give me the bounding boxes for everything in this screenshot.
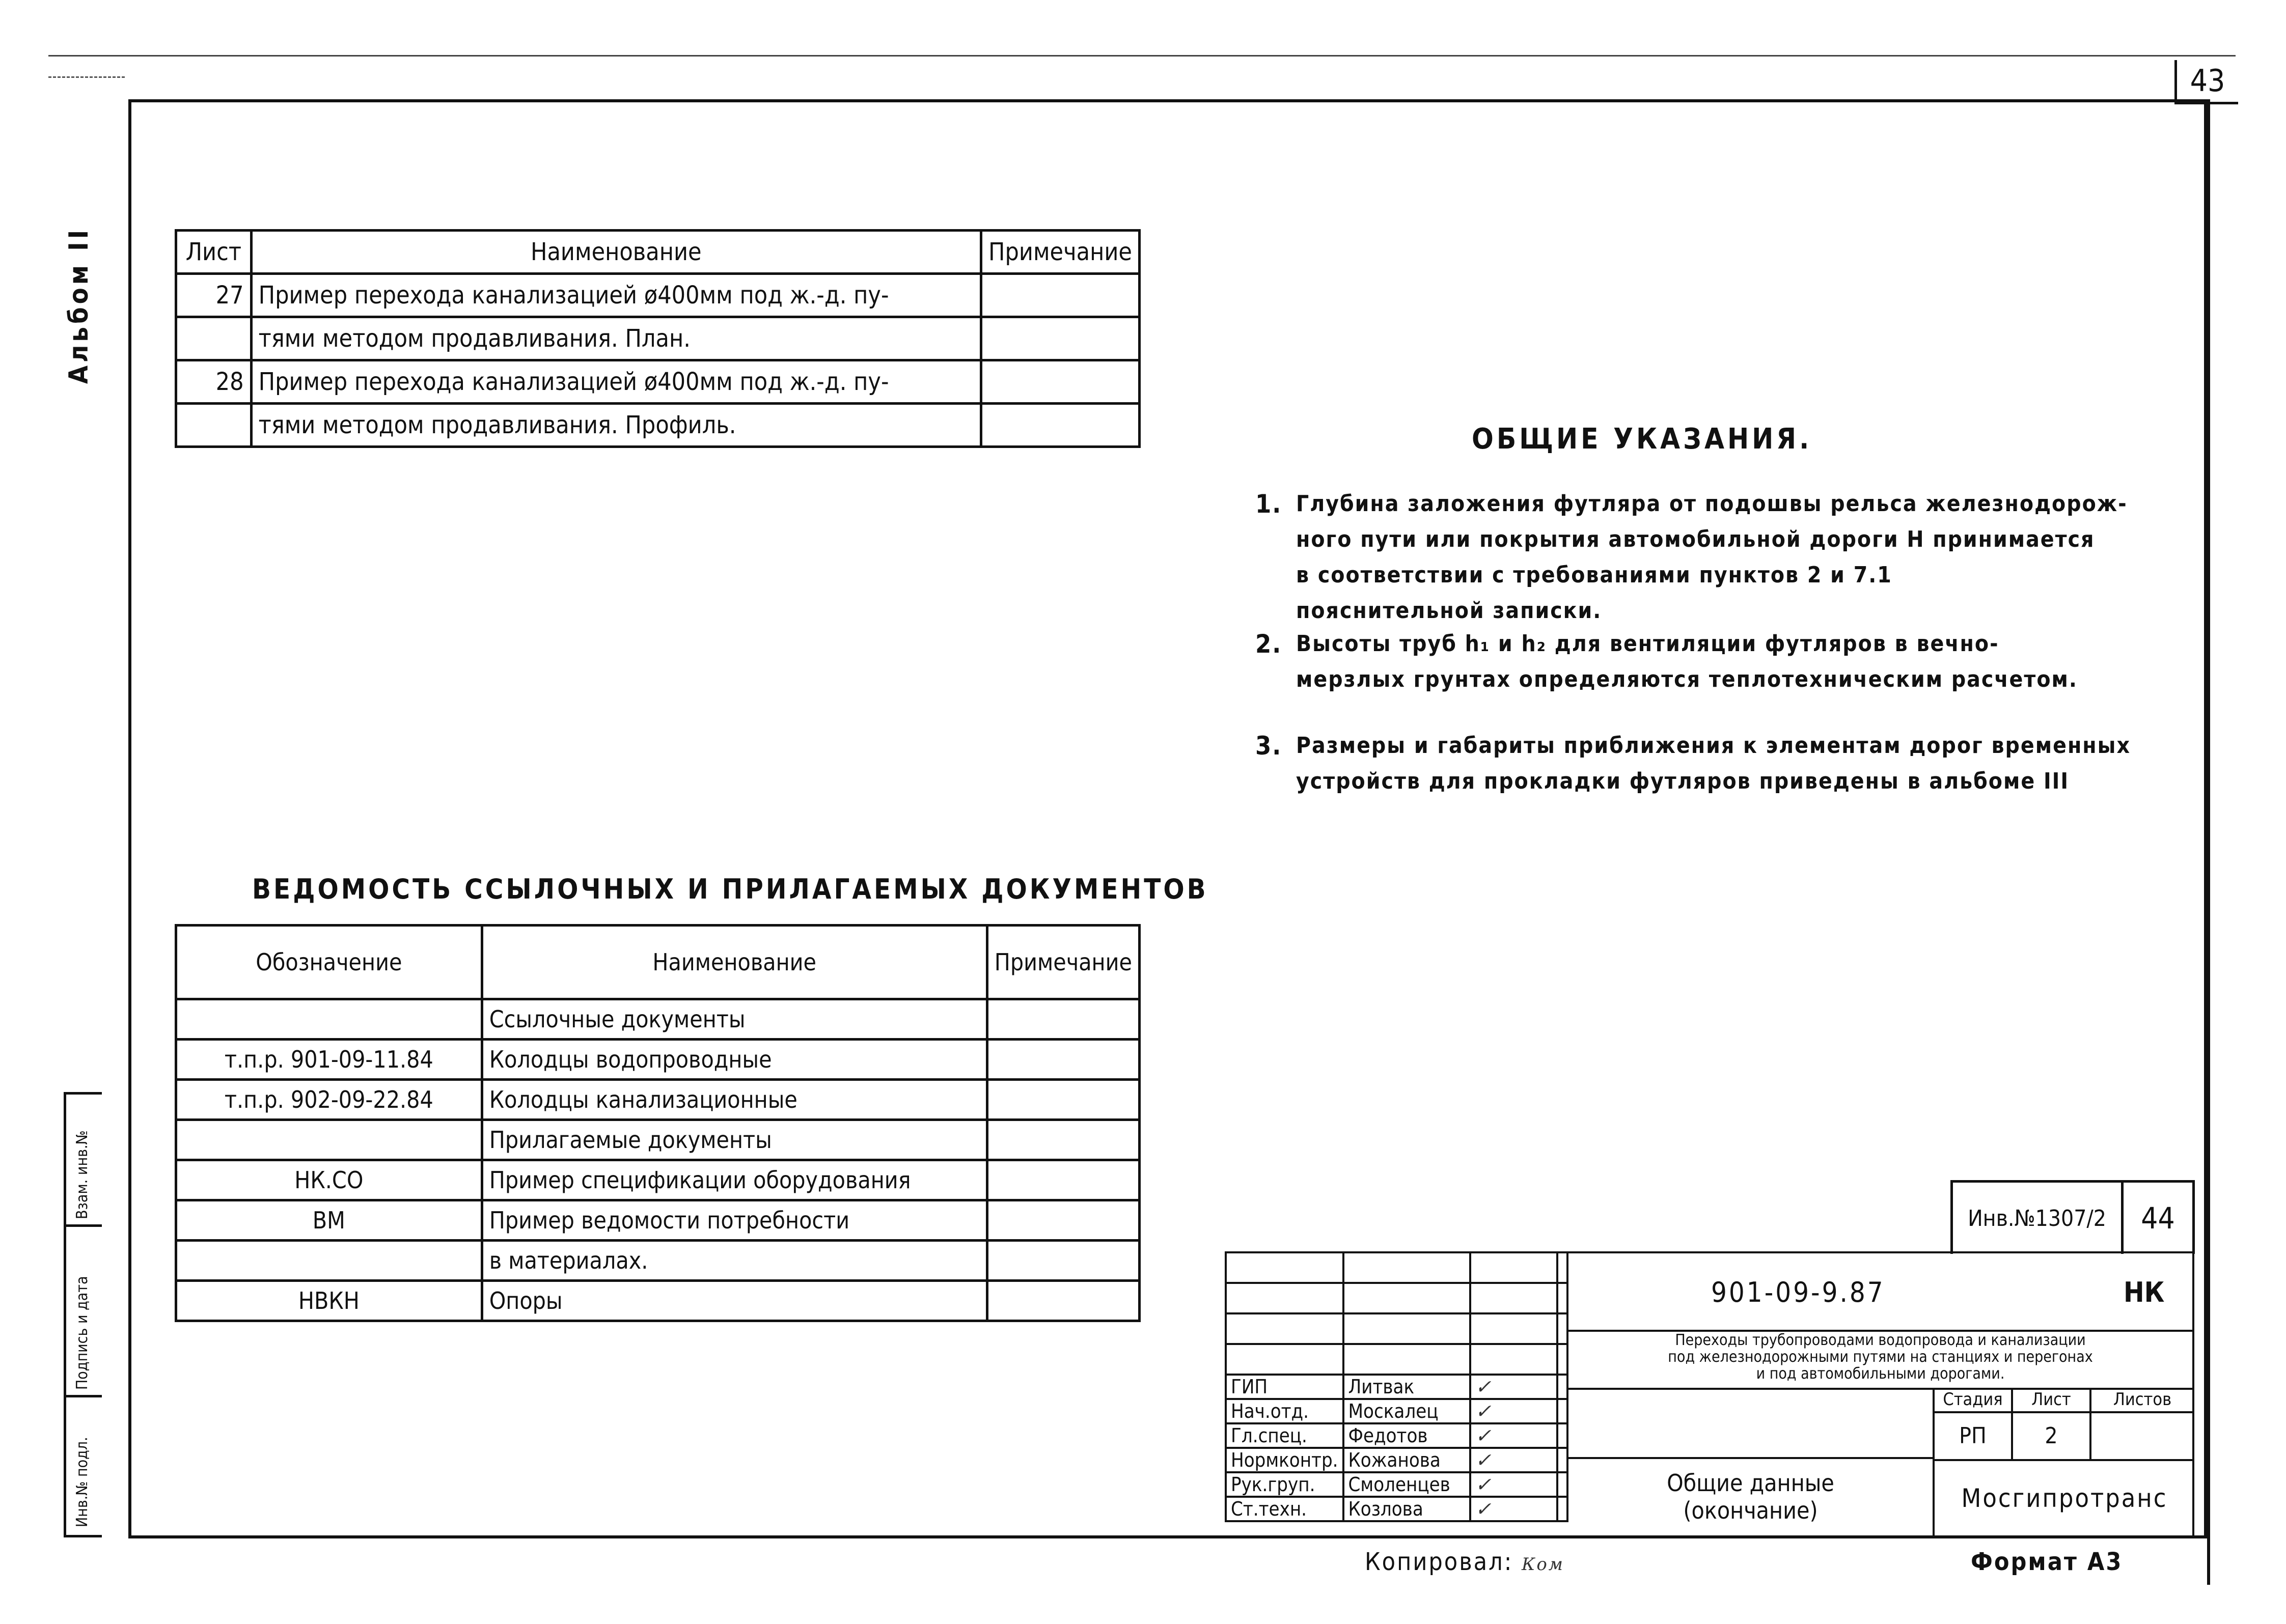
row-code [176,999,482,1040]
row-name: тями методом продавливания. Профиль. [251,404,981,447]
project-title-line: Переходы трубопроводами водопровода и канализации [1675,1331,2086,1349]
references-title: ВЕДОМОСТЬ ССЫЛОЧНЫХ И ПРИЛАГАЕМЫХ ДОКУМЕНТОВ [252,873,1208,905]
signature: ✓ [1470,1472,1557,1497]
person-role: Гл.спец. [1226,1423,1343,1448]
project-mark: НК [2124,1276,2165,1308]
note-line: в соответствии с требованиями пунктов 2 и 7.1 [1296,562,1892,588]
row-name: Колодцы водопроводные [482,1040,987,1080]
note-line: Высоты труб h₁ и h₂ для вентиляции футляров в вечно- [1296,631,1999,657]
row-sheet: 28 [176,360,252,404]
drawings-table [175,229,1141,448]
row-note [987,1281,1139,1321]
top-trim-line [48,55,2236,57]
project-title-line: под железнодорожными путями на станциях и перегонах [1668,1348,2093,1366]
note-number: 2. [1255,629,1282,659]
row-note [981,317,1140,360]
copied-signature: Ком [1522,1554,1564,1575]
row-name: Пример перехода канализацией ø400мм под ж.-д. пу- [251,360,981,404]
row-sheet [176,404,252,447]
person-row [1226,1423,1567,1448]
format-label: Формат А3 [1971,1548,2123,1576]
person-row [1226,1375,1567,1399]
person-row [1226,1472,1567,1497]
row-name: Колодцы канализационные [482,1080,987,1120]
table-row [176,1080,1140,1120]
row-note [981,360,1140,404]
sheet-title [1568,1457,1933,1536]
row-note [981,274,1140,317]
sheet-title-line: Общие данные [1667,1469,1834,1497]
signature: ✓ [1470,1423,1557,1448]
project-title [1568,1332,2192,1390]
header-name: Наименование [482,926,987,999]
sheet-label: Лист [2013,1388,2091,1411]
header-code: Обозначение [176,926,482,999]
row-code [176,1120,482,1160]
person-role: Нач.отд. [1226,1399,1343,1423]
references-table [175,924,1141,1322]
person-role: ГИП [1226,1375,1343,1399]
row-sheet: 27 [176,274,252,317]
person-row [1226,1497,1567,1521]
row-name: в материалах. [482,1241,987,1281]
note-line: пояснительной записки. [1296,598,1602,624]
stage-header-row [1935,1388,2194,1413]
signature: ✓ [1470,1448,1557,1472]
header-note: Примечание [981,231,1140,274]
row-name: Пример перехода канализацией ø400мм под ж.-д. пу- [251,274,981,317]
sheet-title-line: (окончание) [1683,1497,1818,1524]
note-number: 1. [1255,489,1282,519]
signature: ✓ [1470,1399,1557,1423]
person-name: Литвак [1343,1375,1470,1399]
general-notes-title: ОБЩИЕ УКАЗАНИЯ. [1472,423,1812,456]
inventory-number: 44 [2141,1201,2175,1236]
note-line: Размеры и габариты приближения к элементам дорог временных [1296,733,2131,759]
stage-value: РП [1935,1413,2013,1459]
signature: ✓ [1470,1497,1557,1521]
row-name: Ссылочные документы [482,999,987,1040]
table-row [176,317,1140,360]
note-line: устройств для прокладки футляров приведены в альбоме III [1296,768,2070,794]
side-stamp-cell: Инв.№ подл. [73,1437,91,1527]
row-note [981,404,1140,447]
row-name: Опоры [482,1281,987,1321]
row-name: тями методом продавливания. План. [251,317,981,360]
row-note [987,1080,1139,1120]
row-name: Пример спецификации оборудования [482,1160,987,1200]
copied-by [1365,1548,1564,1576]
sheet-value: 2 [2013,1413,2091,1459]
header-note: Примечание [987,926,1139,999]
project-title-line: и под автомобильными дорогами. [1756,1365,2005,1383]
title-block-main [1568,1251,2194,1538]
table-row [176,1200,1140,1241]
row-code: т.п.р. 902-09-22.84 [176,1080,482,1120]
stage-grid [1933,1388,2194,1536]
signature: ✓ [1470,1375,1557,1399]
people-grid [1225,1251,1568,1522]
organization: Мосгипротранс [1961,1483,2168,1513]
header-sheet: Лист [176,231,252,274]
side-stamp [64,1092,102,1537]
general-note-2 [1255,626,2078,697]
code-row [1568,1253,2192,1332]
table-row [176,1040,1140,1080]
row-code: НВКН [176,1281,482,1321]
row-name: Пример ведомости потребности [482,1200,987,1241]
person-name: Москалец [1343,1399,1470,1423]
album-label: Альбом II [64,227,94,384]
row-sheet [176,317,252,360]
person-name: Кожанова [1343,1448,1470,1472]
row-note [987,1241,1139,1281]
note-line: ного пути или покрытия автомобильной дороги H принимается [1296,526,2095,552]
table-row [176,360,1140,404]
stage-values-row [1935,1413,2194,1461]
row-note [987,1200,1139,1241]
person-role: Рук.груп. [1226,1472,1343,1497]
note-number: 3. [1255,731,1282,761]
note-line: Глубина заложения футляра от подошвы рельса железнодорож- [1296,491,2128,517]
person-row [1226,1399,1567,1423]
person-role: Ст.техн. [1226,1497,1343,1521]
table-row [176,1281,1140,1321]
person-name: Смоленцев [1343,1472,1470,1497]
row-code: ВМ [176,1200,482,1241]
row-note [987,999,1139,1040]
note-line: мерзлых грунтах определяются теплотехническим расчетом. [1296,666,2078,692]
row-name: Прилагаемые документы [482,1120,987,1160]
person-role: Нормконтр. [1226,1448,1343,1472]
table-row [176,1120,1140,1160]
table-row [176,404,1140,447]
top-trim-dash [48,76,125,78]
stage-label: Стадия [1935,1388,2013,1411]
project-code: 901-09-9.87 [1711,1276,1885,1308]
general-note-3 [1255,728,2131,799]
person-row [1226,1448,1567,1472]
row-code: т.п.р. 901-09-11.84 [176,1040,482,1080]
row-code [176,1241,482,1281]
side-stamp-cell: Подпись и дата [66,1227,102,1397]
row-note [987,1040,1139,1080]
side-stamp-cell: Взам. инв.№ [66,1095,102,1227]
general-note-1 [1255,486,2128,629]
table-row [176,274,1140,317]
person-name: Федотов [1343,1423,1470,1448]
table-row [176,1241,1140,1281]
right-trim-line [2207,99,2210,1585]
row-code: НК.СО [176,1160,482,1200]
inventory-label: Инв.№1307/2 [1953,1183,2124,1254]
table-row [176,999,1140,1040]
sheets-value [2091,1413,2193,1459]
table-row [176,1160,1140,1200]
inventory-box [1950,1180,2195,1254]
header-name: Наименование [251,231,981,274]
sheets-label: Листов [2113,1389,2172,1410]
sheet-corner-number: 43 [2174,60,2238,104]
row-note [987,1120,1139,1160]
row-note [987,1160,1139,1200]
title-block [1225,1251,2195,1536]
copied-label: Копировал: [1365,1548,1513,1576]
person-name: Козлова [1343,1497,1470,1521]
